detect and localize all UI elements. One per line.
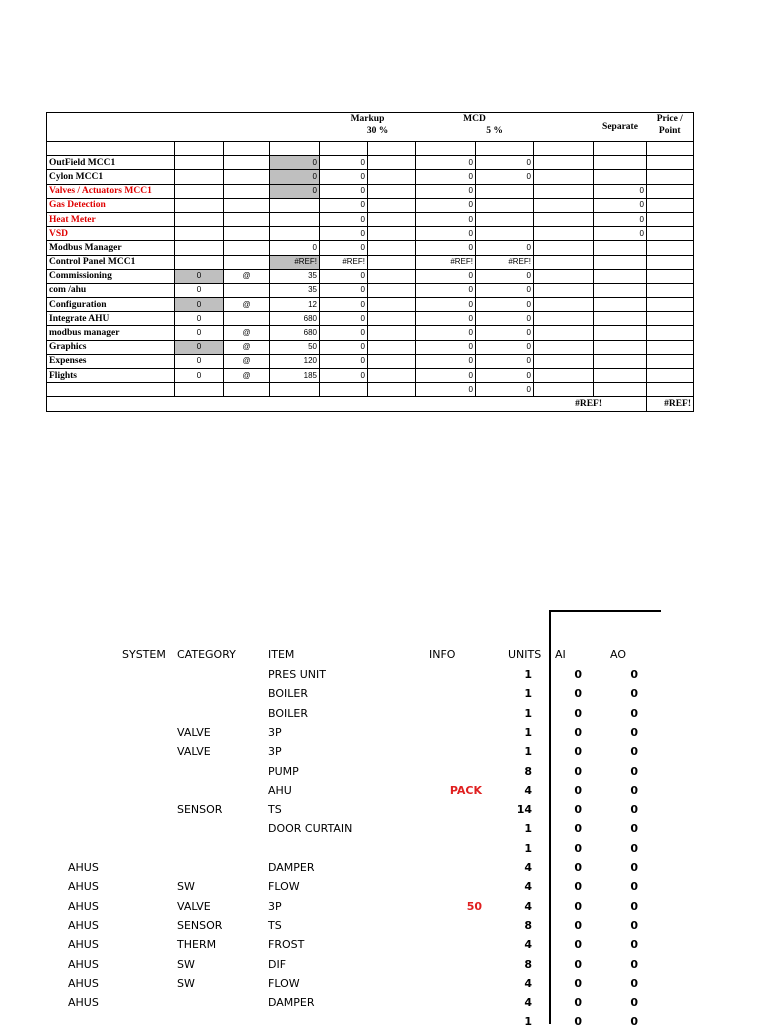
markup-cell: 0: [320, 170, 368, 184]
ao-cell: 0: [630, 938, 638, 952]
units-cell: 4: [524, 783, 532, 797]
units-cell: 8: [524, 918, 532, 932]
info-cell: 50: [466, 899, 482, 913]
footer-separate-total: #REF!: [47, 397, 647, 411]
system-cell: AHUS: [68, 996, 99, 1010]
ai-cell: 0: [574, 687, 582, 701]
column-divider-top-line: [549, 610, 661, 612]
mcd-extra-cell: 0: [476, 369, 534, 383]
ao-cell: 0: [630, 822, 638, 836]
mcd-cell: 0: [416, 283, 476, 297]
header-category: CATEGORY: [177, 648, 236, 661]
ai-cell: 0: [574, 938, 582, 952]
item-cell: FLOW: [268, 976, 300, 990]
ai-cell: 0: [574, 725, 582, 739]
cost-cell: 35: [270, 269, 320, 283]
ai-cell: 0: [574, 668, 582, 681]
ai-cell: 0: [574, 803, 582, 817]
mcd-extra-cell: 0: [476, 269, 534, 283]
item-cell: FROST: [268, 938, 305, 952]
units-cell: 1: [524, 687, 532, 701]
markup-cell: 0: [320, 340, 368, 354]
item-cell: FLOW: [268, 880, 300, 894]
mcd-cell: 0: [416, 340, 476, 354]
mcd-extra-cell: 0: [476, 340, 534, 354]
category-cell: SENSOR: [177, 918, 223, 932]
markup-cell: 0: [320, 227, 368, 241]
mcd-extra-cell: 0: [476, 383, 534, 397]
units-cell: 4: [524, 976, 532, 990]
markup-value: 30: [366, 126, 377, 136]
category-cell: SW: [177, 976, 195, 990]
cost-cell: 120: [270, 354, 320, 368]
units-cell: 1: [524, 668, 532, 681]
units-cell: 8: [524, 957, 532, 971]
row-label: Heat Meter: [47, 212, 175, 226]
item-cell: TS: [268, 918, 282, 932]
markup-cell: 0: [320, 212, 368, 226]
markup-cell: 0: [320, 269, 368, 283]
mcd-extra-cell: 0: [476, 156, 534, 170]
cost-cell: 0: [270, 184, 320, 198]
ao-cell: 0: [630, 996, 638, 1010]
cost-cell: 185: [270, 369, 320, 383]
units-cell: 4: [524, 880, 532, 894]
row-label: modbus manager: [47, 326, 175, 340]
cost-cell: 0: [270, 156, 320, 170]
item-cell: 3P: [268, 899, 282, 913]
mcd-extra-cell: 0: [476, 298, 534, 312]
category-cell: VALVE: [177, 725, 211, 739]
mcd-cell: 0: [416, 241, 476, 255]
separate-cell: 0: [594, 198, 647, 212]
system-cell: AHUS: [68, 938, 99, 952]
mcd-cell: 0: [416, 227, 476, 241]
units-cell: 1: [524, 841, 532, 855]
system-cell: AHUS: [68, 957, 99, 971]
ai-cell: 0: [574, 764, 582, 778]
ai-cell: 0: [574, 861, 582, 874]
ao-cell: 0: [630, 899, 638, 913]
ao-cell: 0: [630, 918, 638, 932]
mcd-cell: 0: [416, 198, 476, 212]
units-cell: 4: [524, 899, 532, 913]
item-cell: BOILER: [268, 706, 308, 720]
ao-cell: 0: [630, 668, 638, 681]
mcd-header: MCD 5 %: [416, 113, 534, 142]
ai-cell: 0: [574, 841, 582, 855]
separate-cell: 0: [594, 184, 647, 198]
ai-cell: 0: [574, 918, 582, 932]
ai-cell: 0: [574, 880, 582, 894]
item-cell: DAMPER: [268, 996, 315, 1010]
system-cell: AHUS: [68, 880, 99, 894]
header-ai: AI: [555, 648, 566, 661]
at-cell: @: [224, 298, 270, 312]
row-label: Cylon MCC1: [47, 170, 175, 184]
markup-header: Markup 30 %: [320, 113, 416, 142]
at-cell: @: [224, 354, 270, 368]
rate-cell: 0: [175, 326, 224, 340]
item-cell: DIF: [268, 957, 287, 971]
category-cell: VALVE: [177, 745, 211, 759]
at-cell: @: [224, 269, 270, 283]
separate-header: Separate: [594, 113, 647, 142]
footer-price-total: #REF!: [647, 397, 694, 411]
ao-cell: 0: [630, 803, 638, 817]
ao-cell: 0: [630, 976, 638, 990]
markup-cell: 0: [320, 312, 368, 326]
category-cell: SENSOR: [177, 803, 223, 817]
ai-cell: 0: [574, 1015, 582, 1028]
mcd-cell: 0: [416, 298, 476, 312]
system-cell: AHUS: [68, 918, 99, 932]
row-label: Graphics: [47, 340, 175, 354]
units-cell: 1: [524, 706, 532, 720]
separate-cell: 0: [594, 227, 647, 241]
separate-cell: 0: [594, 212, 647, 226]
mcd-cell: 0: [416, 312, 476, 326]
ai-cell: 0: [574, 899, 582, 913]
markup-cell: 0: [320, 156, 368, 170]
system-cell: AHUS: [68, 899, 99, 913]
cost-cell: 680: [270, 312, 320, 326]
cost-cell: 35: [270, 283, 320, 297]
rate-cell: 0: [175, 312, 224, 326]
row-label: Flights: [47, 369, 175, 383]
mcd-cell: #REF!: [416, 255, 476, 269]
markup-cell: 0: [320, 298, 368, 312]
markup-cell: 0: [320, 369, 368, 383]
units-cell: 4: [524, 996, 532, 1010]
price-point-header: Price / Point: [647, 113, 694, 142]
cost-cell: 0: [270, 170, 320, 184]
row-label: Commissioning: [47, 269, 175, 283]
units-cell: 1: [524, 822, 532, 836]
row-label: OutField MCC1: [47, 156, 175, 170]
ao-cell: 0: [630, 957, 638, 971]
mcd-extra-cell: #REF!: [476, 255, 534, 269]
rate-cell: 0: [175, 340, 224, 354]
markup-cell: 0: [320, 354, 368, 368]
row-label: Integrate AHU: [47, 312, 175, 326]
cost-cell: 0: [270, 241, 320, 255]
mcd-extra-cell: 0: [476, 354, 534, 368]
units-cell: 1: [524, 725, 532, 739]
ai-cell: 0: [574, 745, 582, 759]
row-label: Gas Detection: [47, 198, 175, 212]
rate-cell: 0: [175, 298, 224, 312]
row-label: VSD: [47, 227, 175, 241]
ai-cell: 0: [574, 976, 582, 990]
row-label: Control Panel MCC1: [47, 255, 175, 269]
cost-cell: #REF!: [270, 255, 320, 269]
mcd-cell: 0: [416, 326, 476, 340]
mcd-extra-cell: 0: [476, 326, 534, 340]
rate-cell: 0: [175, 283, 224, 297]
header-ao: AO: [610, 648, 626, 661]
header-item: ITEM: [268, 648, 295, 661]
ai-cell: 0: [574, 706, 582, 720]
row-label: com /ahu: [47, 283, 175, 297]
system-cell: AHUS: [68, 861, 99, 874]
category-cell: SW: [177, 880, 195, 894]
item-cell: BOILER: [268, 687, 308, 701]
row-label: Expenses: [47, 354, 175, 368]
markup-cell: 0: [320, 241, 368, 255]
item-cell: 3P: [268, 725, 282, 739]
mcd-extra-cell: 0: [476, 283, 534, 297]
rate-cell: 0: [175, 354, 224, 368]
at-cell: @: [224, 340, 270, 354]
mcd-cell: 0: [416, 354, 476, 368]
item-cell: PRES UNIT: [268, 668, 326, 681]
ao-cell: 0: [630, 841, 638, 855]
item-cell: AHU: [268, 783, 292, 797]
mcd-extra-cell: 0: [476, 312, 534, 326]
mcd-cell: 0: [416, 212, 476, 226]
ai-cell: 0: [574, 822, 582, 836]
units-cell: 4: [524, 938, 532, 952]
markup-cell: 0: [320, 326, 368, 340]
rate-cell: 0: [175, 369, 224, 383]
row-label: Configuration: [47, 298, 175, 312]
ao-cell: 0: [630, 706, 638, 720]
units-cell: 1: [524, 1015, 532, 1028]
units-cell: 1: [524, 745, 532, 759]
ao-cell: 0: [630, 783, 638, 797]
mcd-cell: 0: [416, 383, 476, 397]
mcd-cell: 0: [416, 369, 476, 383]
row-label: Valves / Actuators MCC1: [47, 184, 175, 198]
ao-cell: 0: [630, 880, 638, 894]
row-label: Modbus Manager: [47, 241, 175, 255]
markup-cell: 0: [320, 198, 368, 212]
category-cell: SW: [177, 957, 195, 971]
system-cell: AHUS: [68, 976, 99, 990]
header-info: INFO: [429, 648, 456, 661]
ao-cell: 0: [630, 725, 638, 739]
ao-cell: 0: [630, 745, 638, 759]
ao-cell: 0: [630, 1015, 638, 1028]
ai-cell: 0: [574, 996, 582, 1010]
ao-cell: 0: [630, 764, 638, 778]
at-cell: @: [224, 369, 270, 383]
ao-cell: 0: [630, 687, 638, 701]
at-cell: @: [224, 326, 270, 340]
cost-cell: 50: [270, 340, 320, 354]
markup-cell: #REF!: [320, 255, 368, 269]
item-cell: TS: [268, 803, 282, 817]
info-cell: PACK: [449, 783, 482, 797]
mcd-cell: 0: [416, 156, 476, 170]
item-cell: 3P: [268, 745, 282, 759]
units-cell: 4: [524, 861, 532, 874]
ai-cell: 0: [574, 957, 582, 971]
mcd-extra-cell: 0: [476, 170, 534, 184]
item-cell: DAMPER: [268, 861, 315, 874]
item-cell: PUMP: [268, 764, 299, 778]
mcd-value: 5: [486, 126, 491, 136]
mcd-cell: 0: [416, 269, 476, 283]
rate-cell: 0: [175, 269, 224, 283]
units-cell: 14: [516, 803, 532, 817]
units-cell: 8: [524, 764, 532, 778]
ai-cell: 0: [574, 783, 582, 797]
cost-cell: 680: [270, 326, 320, 340]
markup-cell: 0: [320, 184, 368, 198]
category-cell: THERM: [177, 938, 217, 952]
mcd-cell: 0: [416, 170, 476, 184]
cost-cell: 12: [270, 298, 320, 312]
mcd-cell: 0: [416, 184, 476, 198]
header-system: SYSTEM: [122, 648, 166, 661]
category-cell: VALVE: [177, 899, 211, 913]
item-cell: DOOR CURTAIN: [268, 822, 353, 836]
ao-cell: 0: [630, 861, 638, 874]
header-units: UNITS: [508, 648, 542, 661]
markup-cell: 0: [320, 283, 368, 297]
mcd-extra-cell: 0: [476, 241, 534, 255]
